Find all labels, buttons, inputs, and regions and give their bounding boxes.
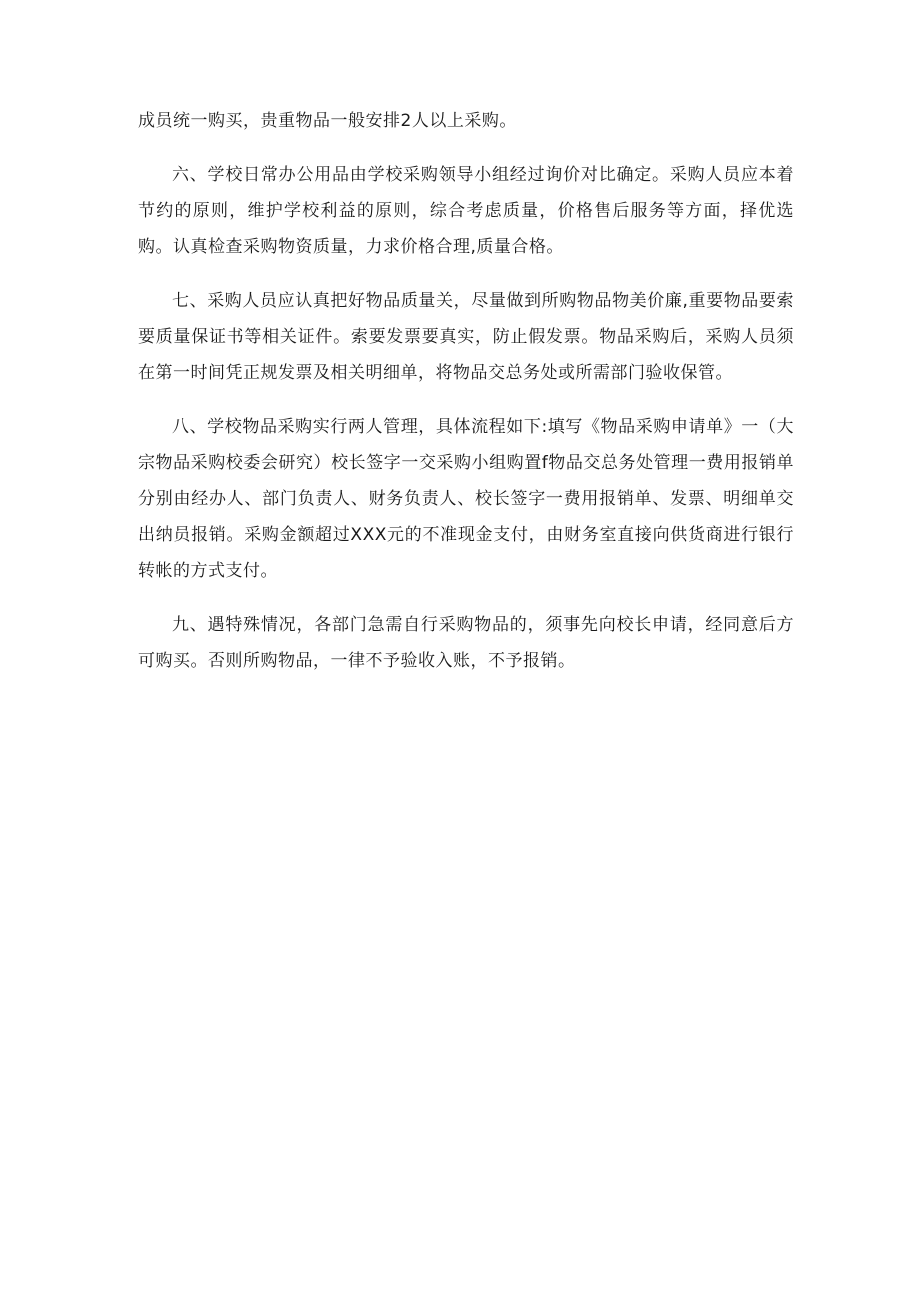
paragraph-item-6: 六、学校日常办公用品由学校采购领导小组经过询价对比确定。采购人员应本着节约的原则，维护学校利益的原则，综合考虑质量，价格售后服务等方面，择优选购。认真检查采购物资质量，力求价格合理,质量合格。: [138, 165, 794, 257]
paragraph-item-8: 八、学校物品采购实行两人管理，具体流程如下:填写《物品采购申请单》一（大宗物品采购校委会研究）校长签字一交采购小组购置f物品交总务处管理一费用报销单分别由经办人、部门负责人、财务负责人、校长签字一费用报销单、发票、明细单交出纳员报销。采购金额超过XXX元的不准现金支付，由财务室直接向供货商进行银行转帐的方式支付。: [138, 417, 794, 581]
paragraph-item-9: 九、遇特殊情况，各部门急需自行采购物品的，须事先向校长申请，经同意后方可购买。否则所购物品，一律不予验收入账，不予报销。: [138, 615, 794, 671]
paragraph-item-7: 七、采购人员应认真把好物品质量关，尽量做到所购物品物美价廉,重要物品要索要质量保证书等相关证件。索要发票要真实，防止假发票。物品采购后，采购人员须在第一时间凭正规发票及相关明细单，将物品交总务处或所需部门验收保管。: [138, 291, 794, 383]
paragraph-continuation: 成员统一购买，贵重物品一般安排2人以上采购。: [138, 111, 517, 131]
